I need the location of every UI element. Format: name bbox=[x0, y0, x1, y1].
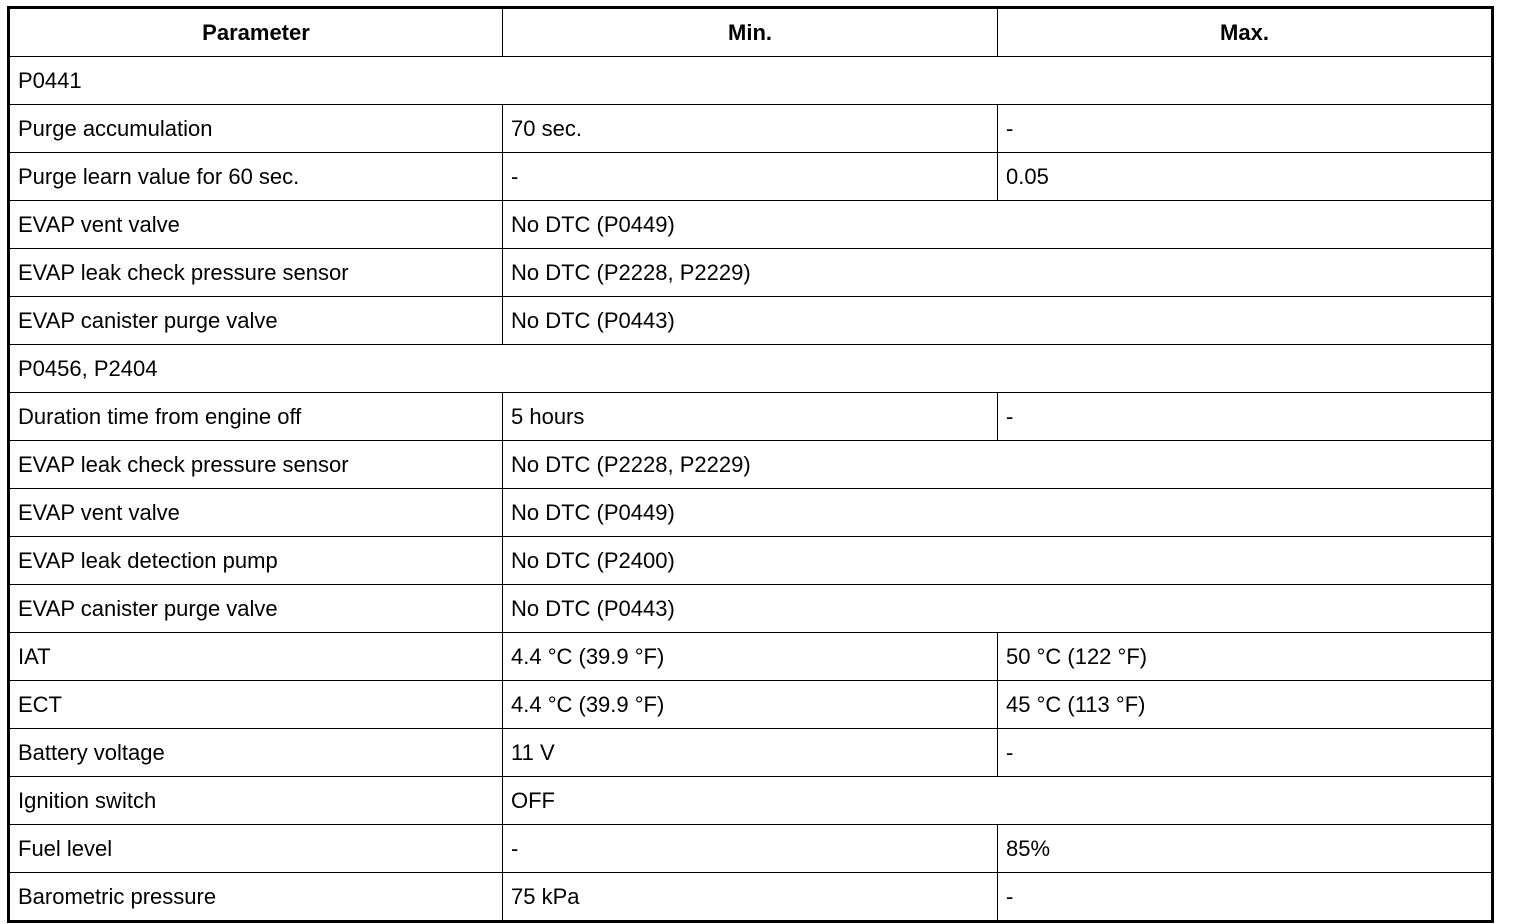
header-parameter: Parameter bbox=[9, 8, 503, 57]
condition-cell: No DTC (P2228, P2229) bbox=[503, 441, 1493, 489]
parameter-cell: Fuel level bbox=[9, 825, 503, 873]
table-row bbox=[9, 249, 1493, 297]
parameter-cell: IAT bbox=[9, 633, 503, 681]
parameter-cell: Barometric pressure bbox=[9, 873, 503, 922]
min-cell: - bbox=[503, 825, 998, 873]
condition-cell: No DTC (P0449) bbox=[503, 201, 1493, 249]
condition-cell: No DTC (P2400) bbox=[503, 537, 1493, 585]
parameter-cell: Purge accumulation bbox=[9, 105, 503, 153]
min-cell: - bbox=[503, 153, 998, 201]
table-row bbox=[9, 825, 1493, 873]
min-cell: 11 V bbox=[503, 729, 998, 777]
parameter-cell: EVAP vent valve bbox=[9, 201, 503, 249]
min-cell: 4.4 °C (39.9 °F) bbox=[503, 633, 998, 681]
table-row bbox=[9, 489, 1493, 537]
parameter-cell: Battery voltage bbox=[9, 729, 503, 777]
table-body bbox=[9, 57, 1493, 922]
max-cell: - bbox=[998, 393, 1493, 441]
group-header-row bbox=[9, 345, 1493, 393]
parameter-cell: EVAP canister purge valve bbox=[9, 297, 503, 345]
header-max: Max. bbox=[998, 8, 1493, 57]
parameter-cell: ECT bbox=[9, 681, 503, 729]
condition-cell: OFF bbox=[503, 777, 1493, 825]
parameter-cell: EVAP canister purge valve bbox=[9, 585, 503, 633]
conditions-table bbox=[7, 6, 1494, 923]
table-row bbox=[9, 681, 1493, 729]
min-cell: 70 sec. bbox=[503, 105, 998, 153]
max-cell: 45 °C (113 °F) bbox=[998, 681, 1493, 729]
parameter-cell: EVAP leak check pressure sensor bbox=[9, 441, 503, 489]
table-row bbox=[9, 777, 1493, 825]
condition-cell: No DTC (P2228, P2229) bbox=[503, 249, 1493, 297]
table-row bbox=[9, 297, 1493, 345]
parameter-cell: EVAP vent valve bbox=[9, 489, 503, 537]
table-row bbox=[9, 873, 1493, 922]
table-row bbox=[9, 633, 1493, 681]
header-row bbox=[9, 8, 1493, 57]
group-header-row bbox=[9, 57, 1493, 105]
max-cell: - bbox=[998, 105, 1493, 153]
table-row bbox=[9, 105, 1493, 153]
max-cell: - bbox=[998, 729, 1493, 777]
header-min: Min. bbox=[503, 8, 998, 57]
parameter-cell: Purge learn value for 60 sec. bbox=[9, 153, 503, 201]
table-row bbox=[9, 153, 1493, 201]
table-row bbox=[9, 393, 1493, 441]
table-row bbox=[9, 537, 1493, 585]
condition-cell: No DTC (P0443) bbox=[503, 297, 1493, 345]
max-cell: 50 °C (122 °F) bbox=[998, 633, 1493, 681]
max-cell: 0.05 bbox=[998, 153, 1493, 201]
table-row bbox=[9, 441, 1493, 489]
parameter-cell: EVAP leak check pressure sensor bbox=[9, 249, 503, 297]
min-cell: 75 kPa bbox=[503, 873, 998, 922]
group-label: P0441 bbox=[9, 57, 1493, 105]
table-row bbox=[9, 585, 1493, 633]
parameter-cell: Ignition switch bbox=[9, 777, 503, 825]
min-cell: 4.4 °C (39.9 °F) bbox=[503, 681, 998, 729]
table-row bbox=[9, 729, 1493, 777]
table-row bbox=[9, 201, 1493, 249]
condition-cell: No DTC (P0443) bbox=[503, 585, 1493, 633]
max-cell: - bbox=[998, 873, 1493, 922]
min-cell: 5 hours bbox=[503, 393, 998, 441]
parameter-cell: EVAP leak detection pump bbox=[9, 537, 503, 585]
group-label: P0456, P2404 bbox=[9, 345, 1493, 393]
max-cell: 85% bbox=[998, 825, 1493, 873]
condition-cell: No DTC (P0449) bbox=[503, 489, 1493, 537]
parameter-cell: Duration time from engine off bbox=[9, 393, 503, 441]
